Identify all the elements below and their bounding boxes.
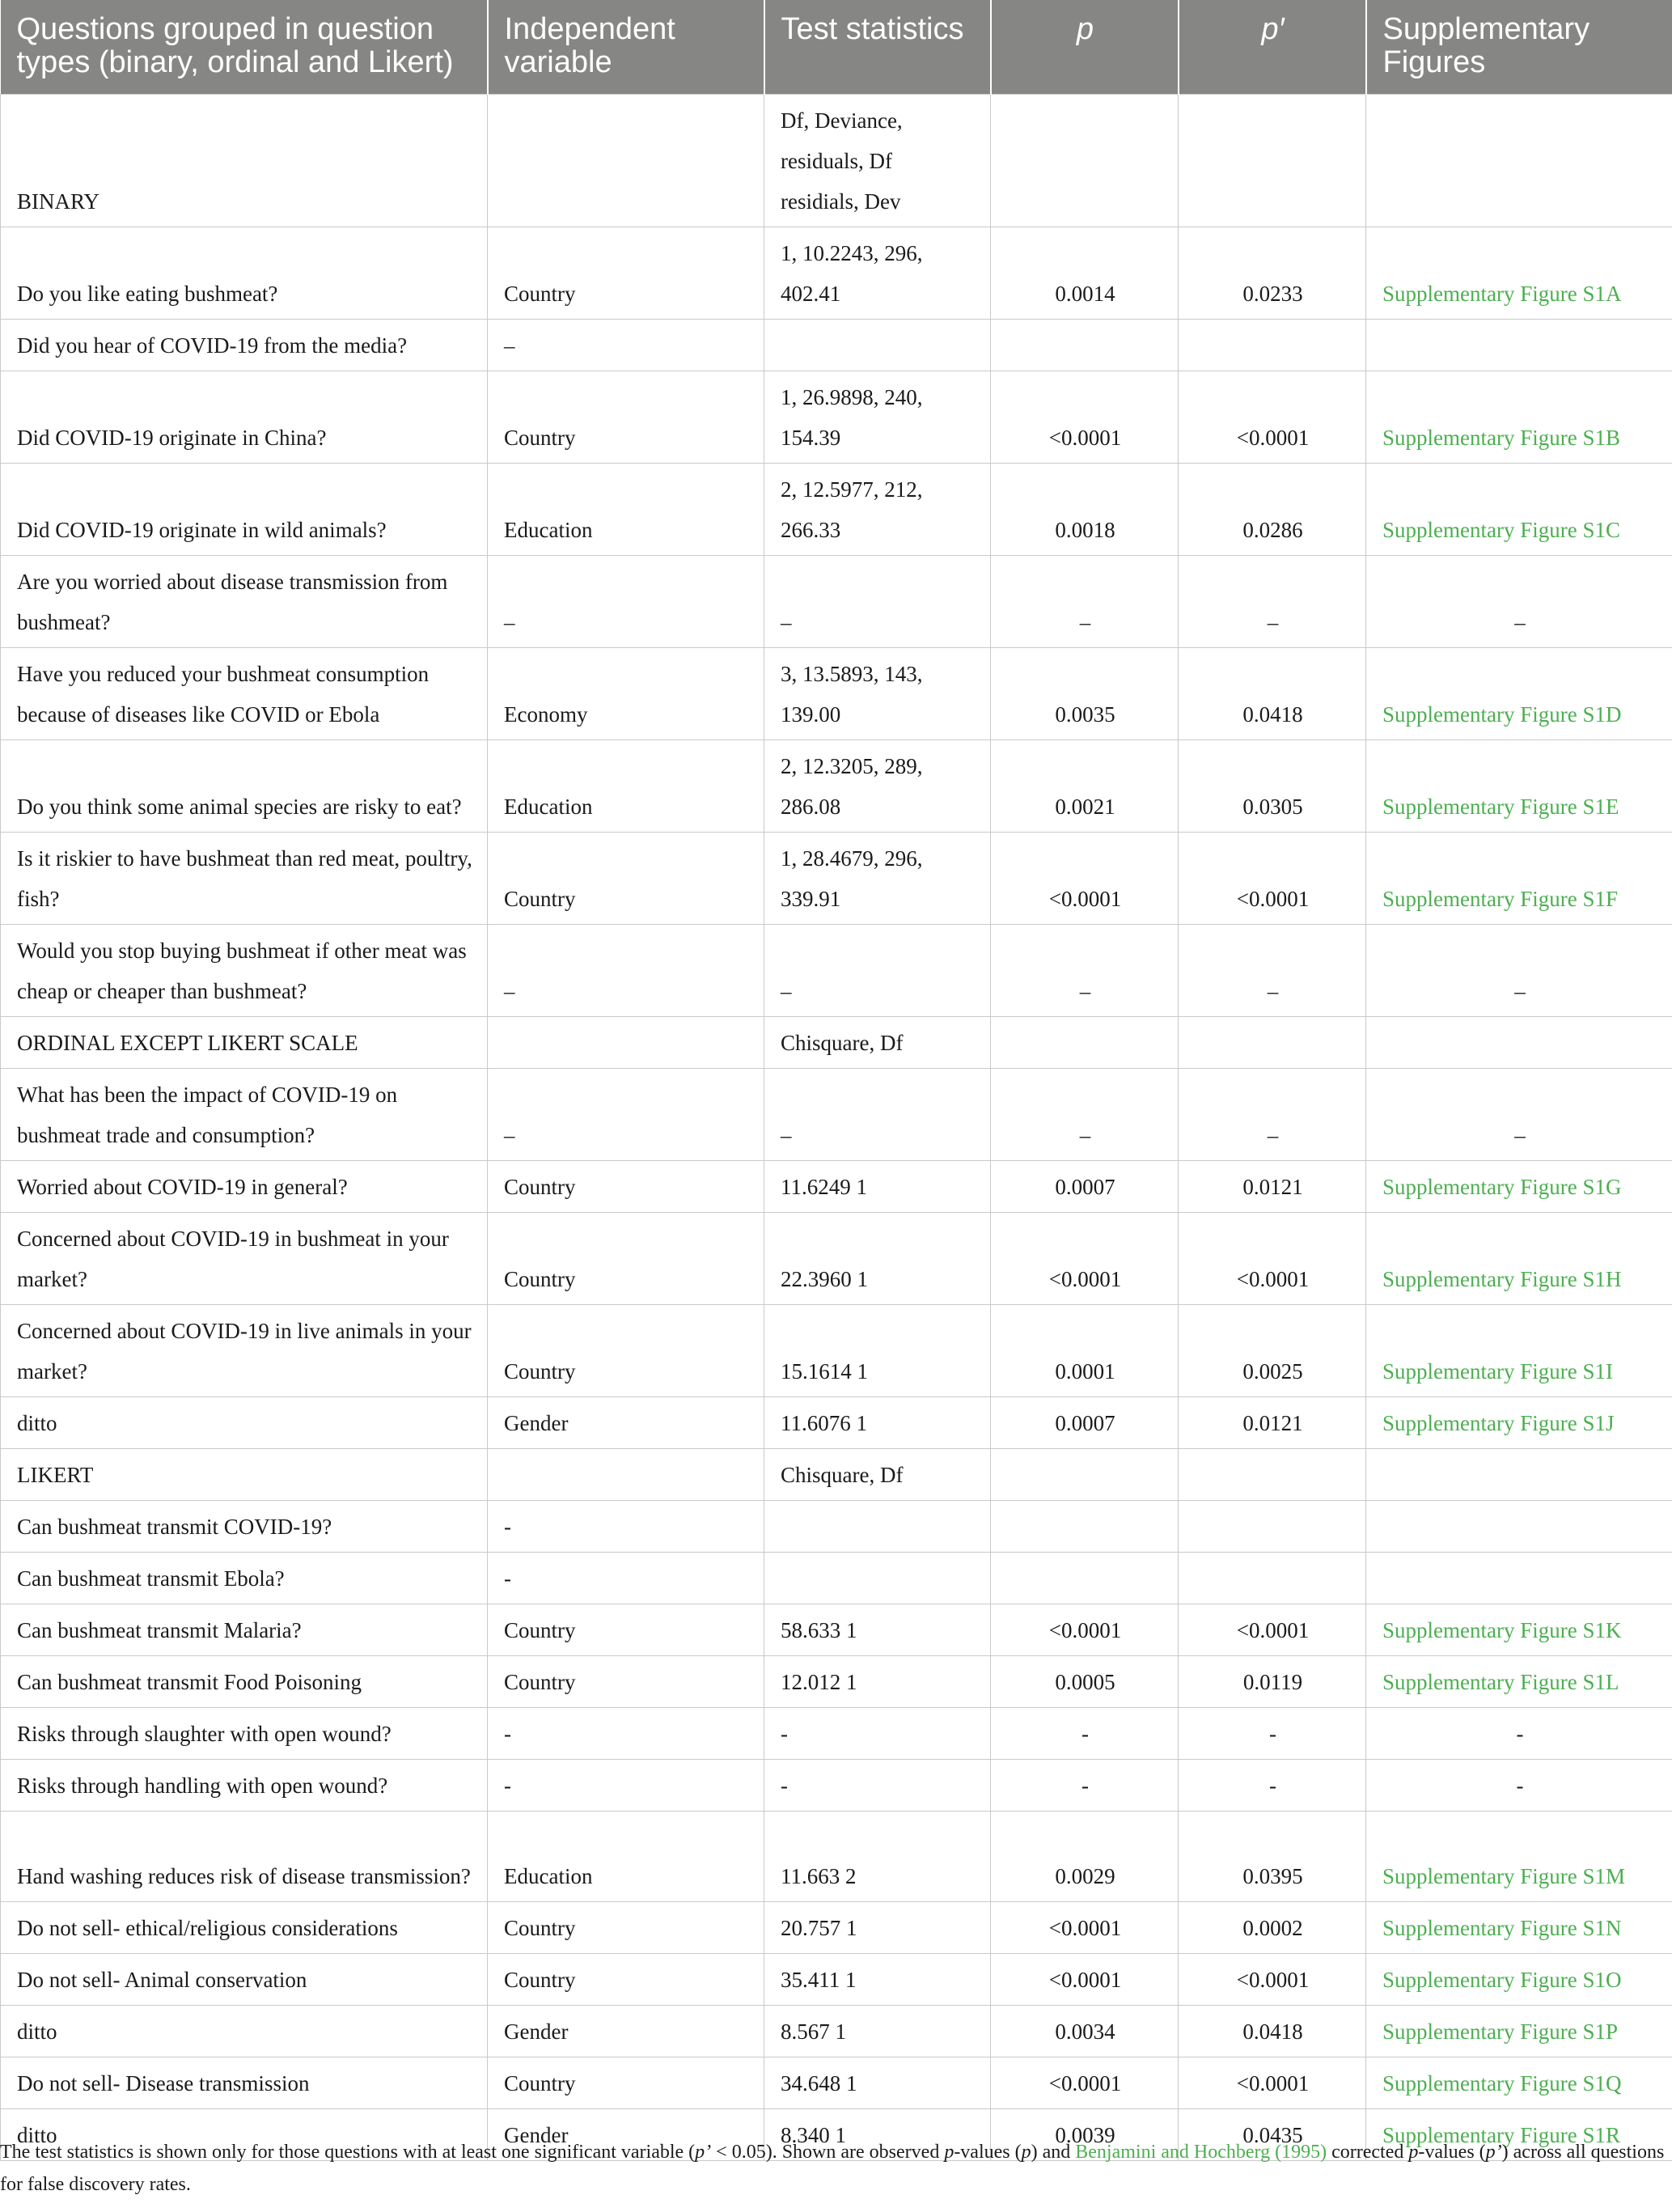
table-row: [1, 1397, 1672, 1449]
p-value-cell: <0.0001: [991, 371, 1179, 464]
table-row: [1, 371, 1672, 464]
variable-cell: Country: [488, 1161, 764, 1213]
statistics-cell: 2, 12.3205, 289, 286.08: [764, 740, 991, 833]
p-value-cell: [991, 1449, 1179, 1501]
table-footnote: [0, 2136, 1666, 2201]
variable-cell: –: [488, 1069, 764, 1161]
variable-cell: Education: [488, 740, 764, 833]
p-corrected-cell: [1179, 1449, 1366, 1501]
statistics-cell: Df, Deviance, residuals, Df residials, Dev: [764, 95, 991, 227]
variable-cell: -: [488, 1553, 764, 1604]
table-row: [1, 1954, 1672, 2006]
variable-cell: Country: [488, 833, 764, 925]
p-value-cell: 0.0001: [991, 1305, 1179, 1397]
statistics-cell: 1, 10.2243, 296, 402.41: [764, 227, 991, 320]
table-row: [1, 1604, 1672, 1656]
variable-cell: Country: [488, 1954, 764, 2006]
p-corrected-cell: [1179, 320, 1366, 371]
question-cell: Would you stop buying bushmeat if other meat was cheap or cheaper than bushmeat?: [1, 925, 488, 1017]
p-corrected-cell: [1179, 1553, 1366, 1604]
supplementary-figure-link[interactable]: Supplementary Figure S1N: [1366, 1902, 1672, 1954]
statistics-cell: –: [764, 1069, 991, 1161]
p-corrected-cell: –: [1179, 556, 1366, 648]
table-body: [1, 95, 1672, 2161]
p-corrected-cell: 0.0025: [1179, 1305, 1366, 1397]
footnote-text: p: [944, 2142, 955, 2163]
p-corrected-cell: -: [1179, 1708, 1366, 1760]
footnote-text: p: [1021, 2142, 1031, 2163]
statistics-cell: [764, 320, 991, 371]
table-row: [1, 1069, 1672, 1161]
p-corrected-cell: –: [1179, 925, 1366, 1017]
statistics-cell: 1, 28.4679, 296, 339.91: [764, 833, 991, 925]
supplementary-figure-link[interactable]: Supplementary Figure S1J: [1366, 1397, 1672, 1449]
header-p-corrected: p′: [1179, 0, 1366, 95]
statistics-cell: [764, 1553, 991, 1604]
question-cell: Can bushmeat transmit Malaria?: [1, 1604, 488, 1656]
table-row: [1, 1501, 1672, 1553]
statistics-cell: 20.757 1: [764, 1902, 991, 1954]
p-corrected-cell: [1179, 95, 1366, 227]
footnote-text: p’: [695, 2142, 712, 2163]
variable-cell: –: [488, 925, 764, 1017]
p-value-cell: <0.0001: [991, 1604, 1179, 1656]
statistics-cell: 8.567 1: [764, 2006, 991, 2057]
question-cell: ditto: [1, 1397, 488, 1449]
question-cell: Do not sell- ethical/religious considerations: [1, 1902, 488, 1954]
p-value-cell: <0.0001: [991, 833, 1179, 925]
footnote-text: -values (: [1418, 2142, 1486, 2163]
table-row: [1, 1017, 1672, 1069]
table-row: [1, 648, 1672, 740]
question-cell: Worried about COVID-19 in general?: [1, 1161, 488, 1213]
figure-link-cell: [1366, 1449, 1672, 1501]
question-cell: Have you reduced your bushmeat consumption because of diseases like COVID or Ebola: [1, 648, 488, 740]
statistics-cell: 35.411 1: [764, 1954, 991, 2006]
p-value-cell: 0.0007: [991, 1397, 1179, 1449]
statistics-cell: [764, 1501, 991, 1553]
figure-link-cell: [1366, 1501, 1672, 1553]
statistics-cell: –: [764, 925, 991, 1017]
p-value-cell: 0.0007: [991, 1161, 1179, 1213]
table-row: [1, 227, 1672, 320]
p-corrected-cell: 0.0305: [1179, 740, 1366, 833]
p-value-cell: 0.0034: [991, 2006, 1179, 2057]
statistics-cell: 8.340 1: [764, 2109, 991, 2161]
question-cell: Can bushmeat transmit Ebola?: [1, 1553, 488, 1604]
table-row: [1, 2057, 1672, 2109]
question-cell: Can bushmeat transmit COVID-19?: [1, 1501, 488, 1553]
p-value-cell: <0.0001: [991, 1902, 1179, 1954]
supplementary-figure-link[interactable]: Supplementary Figure S1C: [1366, 464, 1672, 556]
p-value-cell: [991, 1553, 1179, 1604]
variable-cell: [488, 1017, 764, 1069]
header-p: p: [991, 0, 1179, 95]
variable-cell: -: [488, 1501, 764, 1553]
p-corrected-cell: <0.0001: [1179, 833, 1366, 925]
table-row: [1, 1161, 1672, 1213]
question-cell: Risks through slaughter with open wound?: [1, 1708, 488, 1760]
supplementary-figure-link[interactable]: Supplementary Figure S1R: [1366, 2109, 1672, 2161]
statistics-cell: Chisquare, Df: [764, 1449, 991, 1501]
table-row: [1, 1305, 1672, 1397]
header-test-statistics: Test statistics: [764, 0, 991, 95]
p-value-cell: –: [991, 925, 1179, 1017]
table-row: [1, 1213, 1672, 1305]
variable-cell: Gender: [488, 2109, 764, 2161]
p-corrected-cell: 0.0119: [1179, 1656, 1366, 1708]
variable-cell: Gender: [488, 2006, 764, 2057]
p-value-cell: <0.0001: [991, 1954, 1179, 2006]
table-row: [1, 740, 1672, 833]
p-value-cell: 0.0005: [991, 1656, 1179, 1708]
variable-cell: [488, 1449, 764, 1501]
question-cell: Did COVID-19 originate in wild animals?: [1, 464, 488, 556]
p-value-cell: 0.0029: [991, 1812, 1179, 1902]
question-cell: Did COVID-19 originate in China?: [1, 371, 488, 464]
variable-cell: Country: [488, 371, 764, 464]
table-row: [1, 464, 1672, 556]
question-cell: Is it riskier to have bushmeat than red meat, poultry, fish?: [1, 833, 488, 925]
statistics-cell: 11.663 2: [764, 1812, 991, 1902]
supplementary-figure-link[interactable]: Supplementary Figure S1A: [1366, 227, 1672, 320]
supplementary-figure-link[interactable]: Supplementary Figure S1K: [1366, 1604, 1672, 1656]
footnote-text: p: [1408, 2142, 1419, 2163]
p-corrected-cell: -: [1179, 1760, 1366, 1812]
supplementary-figure-link[interactable]: Supplementary Figure S1O: [1366, 1954, 1672, 2006]
variable-cell: Economy: [488, 648, 764, 740]
question-cell: Can bushmeat transmit Food Poisoning: [1, 1656, 488, 1708]
question-cell: Do you think some animal species are risky to eat?: [1, 740, 488, 833]
question-cell: ditto: [1, 2109, 488, 2161]
table-row: [1, 1760, 1672, 1812]
figure-link-cell: –: [1366, 925, 1672, 1017]
footnote-text: ) and: [1031, 2142, 1076, 2163]
question-cell: Are you worried about disease transmission from bushmeat?: [1, 556, 488, 648]
p-value-cell: 0.0014: [991, 227, 1179, 320]
statistics-cell: -: [764, 1708, 991, 1760]
question-cell: ORDINAL EXCEPT LIKERT SCALE: [1, 1017, 488, 1069]
table-row: [1, 1708, 1672, 1760]
table-row: [1, 2006, 1672, 2057]
question-cell: Risks through handling with open wound?: [1, 1760, 488, 1812]
variable-cell: -: [488, 1760, 764, 1812]
footnote-text: -values (: [954, 2142, 1022, 2163]
p-value-cell: 0.0035: [991, 648, 1179, 740]
variable-cell: Country: [488, 2057, 764, 2109]
p-value-cell: <0.0001: [991, 2057, 1179, 2109]
question-cell: Do not sell- Animal conservation: [1, 1954, 488, 2006]
figure-link-cell: -: [1366, 1760, 1672, 1812]
footnote-text: ) across all questions for false discovery rates.: [0, 2142, 1665, 2195]
footnote-text: corrected: [1327, 2142, 1409, 2163]
table-row: [1, 556, 1672, 648]
header-independent-variable: Independent variable: [488, 0, 764, 95]
supplementary-figure-link[interactable]: Supplementary Figure S1H: [1366, 1213, 1672, 1305]
statistics-cell: Chisquare, Df: [764, 1017, 991, 1069]
footnote-text: The test statistics is shown only for those questions with at least one significant variable (: [0, 2142, 696, 2163]
table-row: [1, 833, 1672, 925]
figure-link-cell: –: [1366, 556, 1672, 648]
p-value-cell: [991, 1017, 1179, 1069]
variable-cell: Country: [488, 1604, 764, 1656]
header-supplementary-figures: Supplementary Figures: [1366, 0, 1672, 95]
footnote-text: < 0.05). Shown are observed: [711, 2142, 945, 2163]
variable-cell: Country: [488, 1656, 764, 1708]
p-value-cell: –: [991, 1069, 1179, 1161]
supplementary-figure-link[interactable]: Supplementary Figure S1Q: [1366, 2057, 1672, 2109]
p-value-cell: [991, 95, 1179, 227]
p-corrected-cell: <0.0001: [1179, 371, 1366, 464]
p-value-cell: 0.0018: [991, 464, 1179, 556]
supplementary-figure-link[interactable]: Supplementary Figure S1G: [1366, 1161, 1672, 1213]
statistics-cell: 58.633 1: [764, 1604, 991, 1656]
supplementary-figure-link[interactable]: Supplementary Figure S1M: [1366, 1812, 1672, 1902]
p-corrected-cell: –: [1179, 1069, 1366, 1161]
header-questions: Questions grouped in question types (binary, ordinal and Likert): [1, 0, 488, 95]
statistics-cell: 12.012 1: [764, 1656, 991, 1708]
p-corrected-cell: 0.0435: [1179, 2109, 1366, 2161]
p-corrected-cell: <0.0001: [1179, 2057, 1366, 2109]
p-corrected-cell: 0.0418: [1179, 2006, 1366, 2057]
footnote-text: p’: [1485, 2142, 1502, 2163]
statistics-cell: -: [764, 1760, 991, 1812]
supplementary-figure-link[interactable]: Supplementary Figure S1I: [1366, 1305, 1672, 1397]
citation-link[interactable]: Benjamini and Hochberg (1995): [1075, 2142, 1327, 2163]
p-corrected-cell: 0.0286: [1179, 464, 1366, 556]
question-cell: Hand washing reduces risk of disease transmission?: [1, 1812, 488, 1902]
p-value-cell: <0.0001: [991, 1213, 1179, 1305]
supplementary-figure-link[interactable]: Supplementary Figure S1B: [1366, 371, 1672, 464]
variable-cell: Country: [488, 227, 764, 320]
statistics-cell: 22.3960 1: [764, 1213, 991, 1305]
question-cell: Do not sell- Disease transmission: [1, 2057, 488, 2109]
supplementary-figure-link[interactable]: Supplementary Figure S1D: [1366, 648, 1672, 740]
variable-cell: Country: [488, 1213, 764, 1305]
supplementary-figure-link[interactable]: Supplementary Figure S1E: [1366, 740, 1672, 833]
statistics-cell: 11.6076 1: [764, 1397, 991, 1449]
table-row: [1, 1812, 1672, 1902]
supplementary-figure-link[interactable]: Supplementary Figure S1L: [1366, 1656, 1672, 1708]
figure-link-cell: –: [1366, 1069, 1672, 1161]
p-corrected-cell: 0.0121: [1179, 1161, 1366, 1213]
figure-link-cell: [1366, 320, 1672, 371]
p-corrected-cell: <0.0001: [1179, 1213, 1366, 1305]
statistics-cell: 1, 26.9898, 240, 154.39: [764, 371, 991, 464]
p-corrected-cell: [1179, 1501, 1366, 1553]
p-value-cell: 0.0021: [991, 740, 1179, 833]
statistics-cell: 11.6249 1: [764, 1161, 991, 1213]
p-corrected-cell: <0.0001: [1179, 1954, 1366, 2006]
p-corrected-cell: 0.0002: [1179, 1902, 1366, 1954]
table-row: [1, 1449, 1672, 1501]
question-cell: ditto: [1, 2006, 488, 2057]
variable-cell: –: [488, 320, 764, 371]
p-value-cell: 0.0039: [991, 2109, 1179, 2161]
p-corrected-cell: <0.0001: [1179, 1604, 1366, 1656]
table-header-row: [1, 0, 1672, 95]
p-value-cell: [991, 1501, 1179, 1553]
p-corrected-cell: 0.0121: [1179, 1397, 1366, 1449]
question-cell: Do you like eating bushmeat?: [1, 227, 488, 320]
question-cell: Concerned about COVID-19 in bushmeat in your market?: [1, 1213, 488, 1305]
question-cell: What has been the impact of COVID-19 on bushmeat trade and consumption?: [1, 1069, 488, 1161]
variable-cell: –: [488, 556, 764, 648]
table-row: [1, 925, 1672, 1017]
variable-cell: [488, 95, 764, 227]
variable-cell: Gender: [488, 1397, 764, 1449]
variable-cell: Country: [488, 1305, 764, 1397]
question-cell: Concerned about COVID-19 in live animals in your market?: [1, 1305, 488, 1397]
variable-cell: -: [488, 1708, 764, 1760]
p-corrected-cell: 0.0233: [1179, 227, 1366, 320]
statistics-cell: –: [764, 556, 991, 648]
p-corrected-cell: [1179, 1017, 1366, 1069]
question-cell: BINARY: [1, 95, 488, 227]
p-value-cell: [991, 320, 1179, 371]
statistics-cell: 2, 12.5977, 212, 266.33: [764, 464, 991, 556]
figure-link-cell: [1366, 1553, 1672, 1604]
table-row: [1, 1656, 1672, 1708]
p-corrected-cell: 0.0418: [1179, 648, 1366, 740]
supplementary-figure-link[interactable]: Supplementary Figure S1P: [1366, 2006, 1672, 2057]
table-row: [1, 95, 1672, 227]
p-corrected-cell: 0.0395: [1179, 1812, 1366, 1902]
figure-link-cell: [1366, 1017, 1672, 1069]
supplementary-figure-link[interactable]: Supplementary Figure S1F: [1366, 833, 1672, 925]
p-value-cell: -: [991, 1708, 1179, 1760]
figure-link-cell: [1366, 95, 1672, 227]
p-value-cell: -: [991, 1760, 1179, 1812]
question-cell: Did you hear of COVID-19 from the media?: [1, 320, 488, 371]
variable-cell: Education: [488, 1812, 764, 1902]
p-value-cell: –: [991, 556, 1179, 648]
statistics-cell: 34.648 1: [764, 2057, 991, 2109]
table-row: [1, 1553, 1672, 1604]
question-cell: LIKERT: [1, 1449, 488, 1501]
variable-cell: Education: [488, 464, 764, 556]
table-row: [1, 1902, 1672, 1954]
variable-cell: Country: [488, 1902, 764, 1954]
statistics-cell: 3, 13.5893, 143, 139.00: [764, 648, 991, 740]
statistics-cell: 15.1614 1: [764, 1305, 991, 1397]
figure-link-cell: -: [1366, 1708, 1672, 1760]
table-row: [1, 320, 1672, 371]
